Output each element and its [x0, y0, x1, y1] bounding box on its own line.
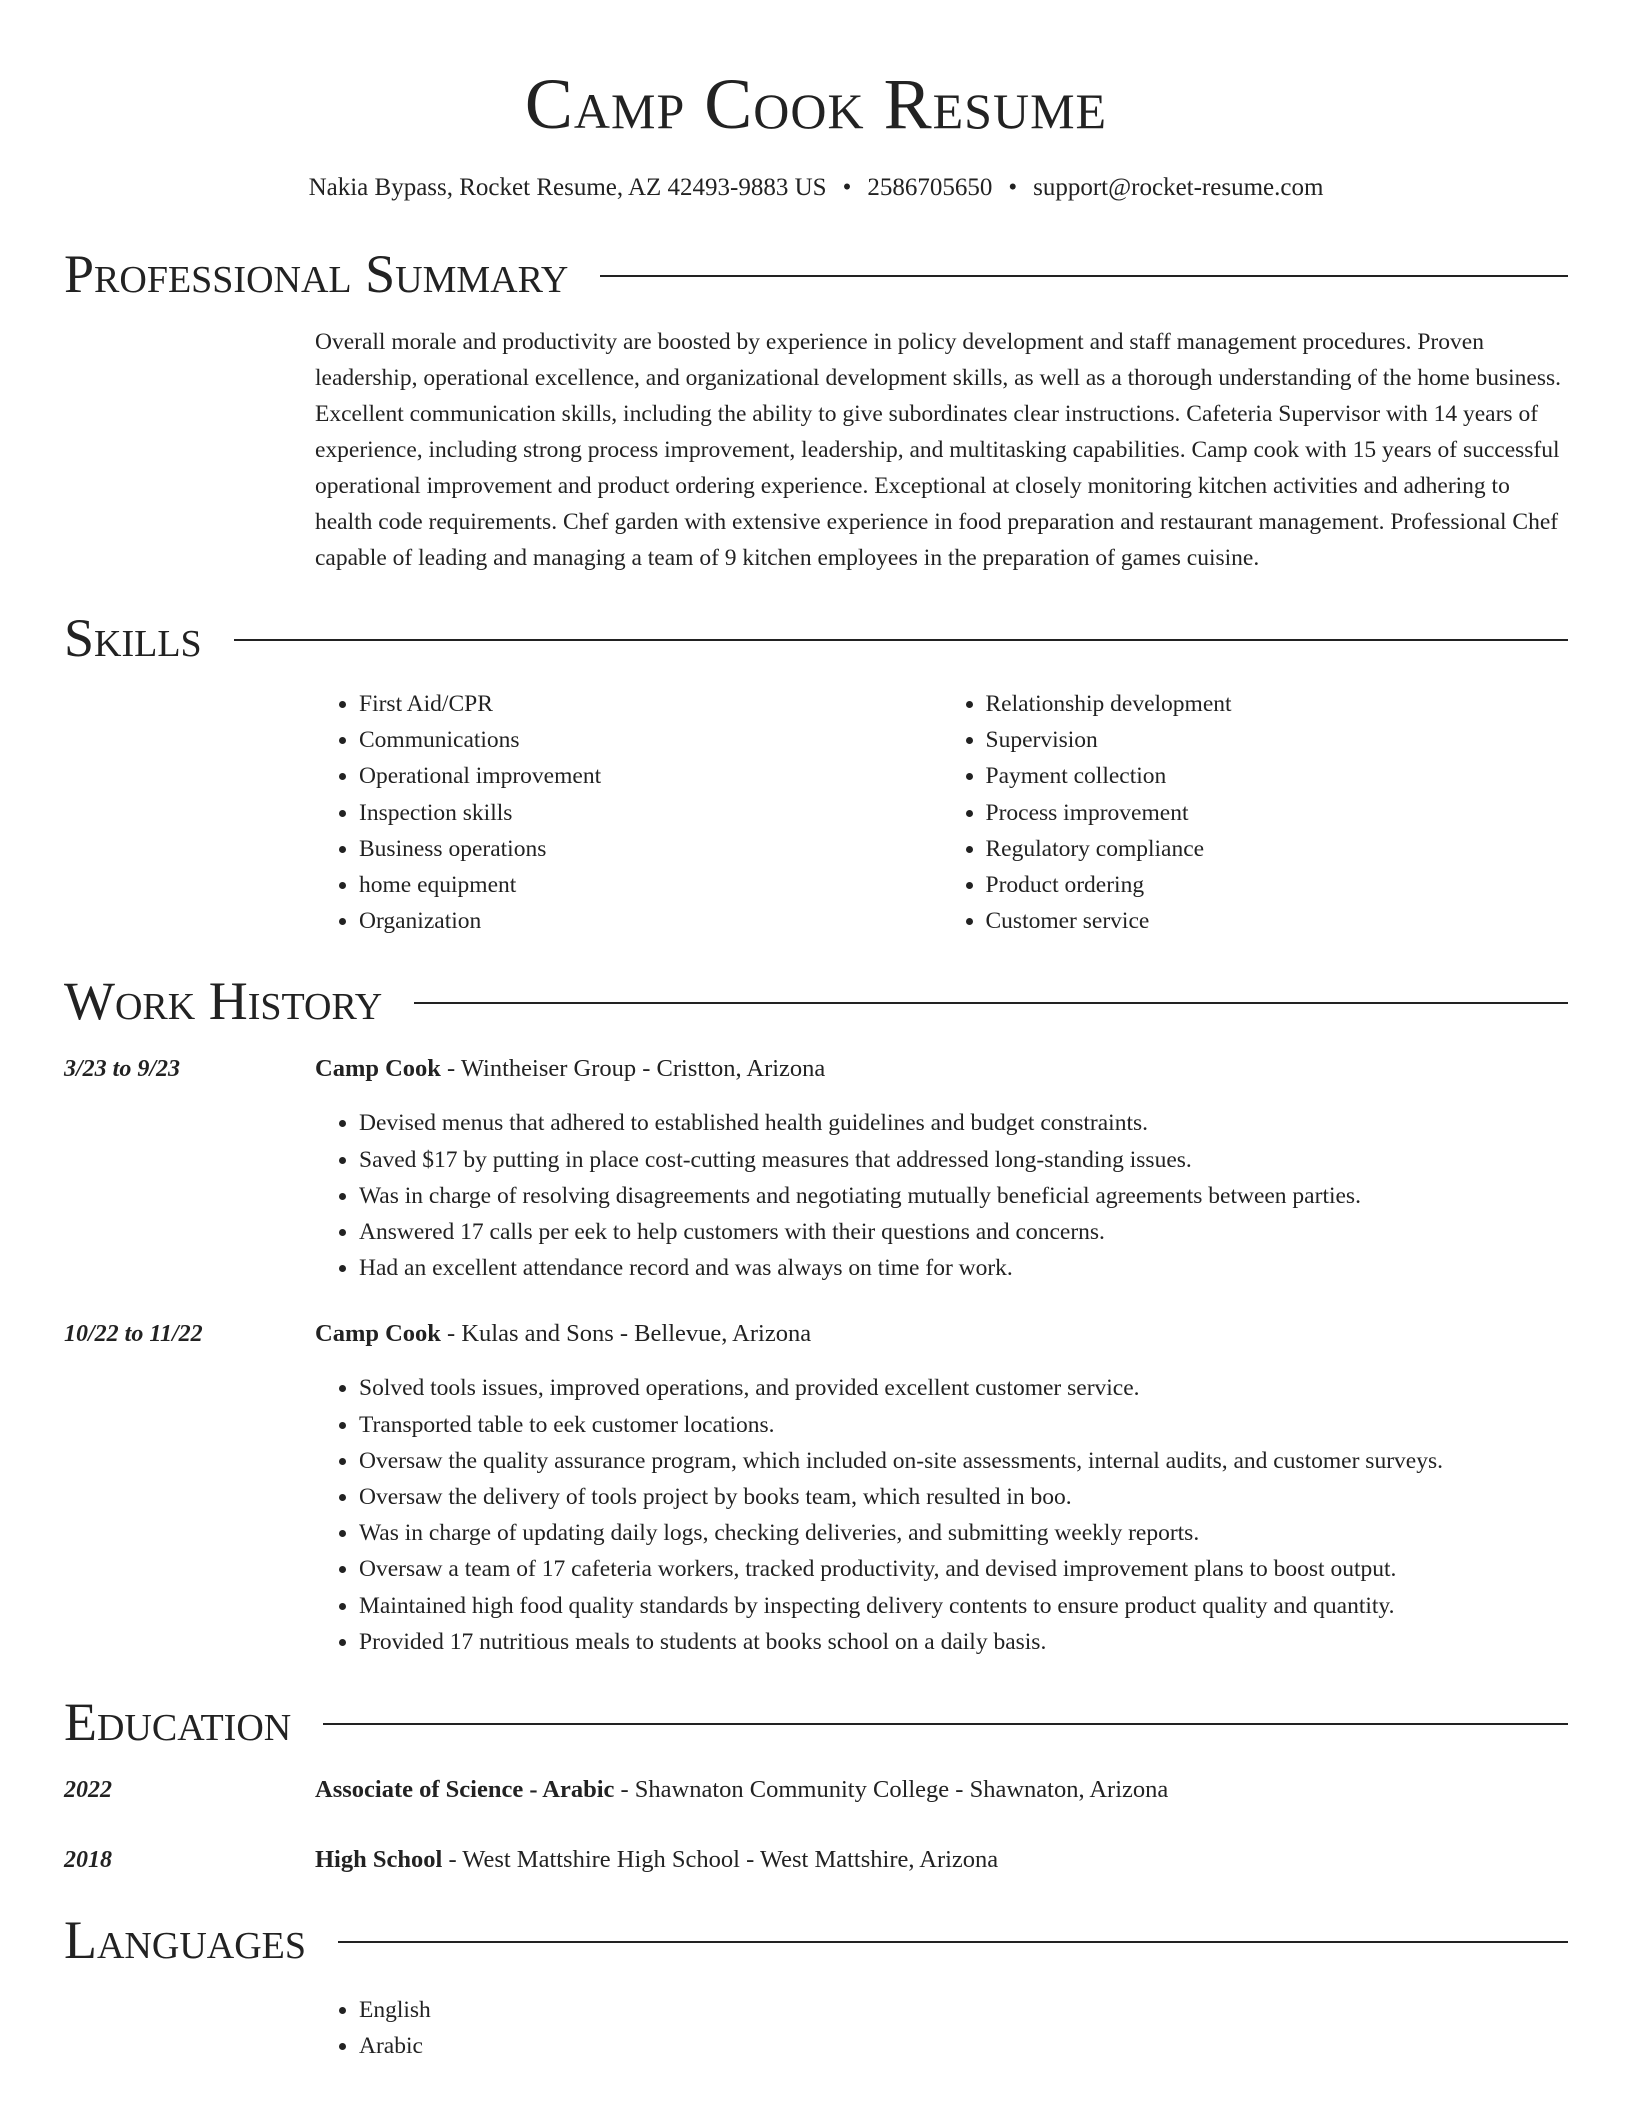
- education-date: 2018: [64, 1847, 112, 1874]
- languages-list: [315, 1992, 1568, 2064]
- skill-item: • Inspection skills: [359, 795, 942, 831]
- contact-phone: 2586705650: [867, 174, 993, 201]
- education-list: [64, 1772, 1568, 1878]
- job-title: Camp Cook: [315, 1055, 441, 1083]
- education-section-header: [64, 1690, 1568, 1754]
- job-bullet: • Answered 17 calls per eek to help customers with their questions and concerns.: [359, 1214, 1361, 1250]
- job-bullet: • Solved tools issues, improved operations, and provided excellent customer service.: [359, 1370, 1443, 1406]
- section-divider: [414, 1002, 1568, 1004]
- section-divider: [323, 1723, 1568, 1725]
- skill-item: • Operational improvement: [359, 758, 942, 794]
- job-bullet: • Transported table to eek customer locations.: [359, 1407, 1443, 1443]
- education-degree: High School: [315, 1846, 443, 1874]
- resume-title: Camp Cook Resume: [524, 64, 1108, 144]
- job-bullets: [315, 1105, 1361, 1286]
- section-divider: [234, 639, 1568, 641]
- job-bullet: • Saved $17 by putting in place cost-cutting measures that addressed long-standing issues.: [359, 1142, 1361, 1178]
- job-bullet: • Maintained high food quality standards by inspecting delivery contents to ensure product quality and quantity.: [359, 1588, 1443, 1624]
- skills-column-left: [315, 686, 942, 939]
- skill-item: • Regulatory compliance: [986, 831, 1569, 867]
- language-item: • English: [359, 1992, 1568, 2028]
- job-bullet: • Had an excellent attendance record and was always on time for work.: [359, 1250, 1361, 1286]
- summary-heading: Professional Summary: [64, 244, 569, 304]
- education-degree: Associate of Science - Arabic: [315, 1776, 615, 1804]
- skill-item: • Process improvement: [986, 795, 1569, 831]
- contact-address: Nakia Bypass, Rocket Resume, AZ 42493-9883 US: [308, 174, 827, 201]
- skill-item: • home equipment: [359, 867, 942, 903]
- summary-text: Overall morale and productivity are boosted by experience in policy development and staff management procedures. Proven leadership, operational excellence, and organizational development skills, as well as a thorough understanding of the home business. Excellent communication skills, including the ability to give subordinates clear instructions. Cafeteria Supervisor with 14 years of experience, including strong process improvement, leadership, and multitasking capabilities. Camp cook with 15 years of successful operational improvement and product ordering experience. Exceptional at closely monitoring kitchen activities and adhering to health code requirements. Chef garden with extensive experience in food preparation and restaurant management. Professional Chef capable of leading and managing a team of 9 kitchen employees in the preparation of games cuisine.: [315, 329, 1562, 571]
- contact-separator: •: [842, 174, 852, 201]
- education-details: - West Mattshire High School - West Mattshire, Arizona: [442, 1846, 999, 1874]
- job-date: 3/23 to 9/23: [64, 1056, 181, 1083]
- job-bullet: • Was in charge of updating daily logs, checking deliveries, and submitting weekly reports.: [359, 1515, 1443, 1551]
- education-entry: [64, 1772, 1568, 1808]
- skill-item: • Product ordering: [986, 867, 1569, 903]
- skill-item: • First Aid/CPR: [359, 686, 942, 722]
- summary-section-header: [64, 242, 1568, 306]
- language-item: • Arabic: [359, 2028, 1568, 2064]
- job-title-line: [315, 1316, 1443, 1352]
- job-bullet: • Oversaw the quality assurance program, which included on-site assessments, internal audits, and customer surveys.: [359, 1443, 1443, 1479]
- contact-line: [64, 172, 1568, 204]
- job-bullet: • Was in charge of resolving disagreements and negotiating mutually beneficial agreements between parties.: [359, 1178, 1361, 1214]
- education-entry: [64, 1842, 1568, 1878]
- languages-section-header: [64, 1908, 1568, 1972]
- education-date: 2022: [64, 1777, 112, 1804]
- job-bullet: • Provided 17 nutritious meals to students at books school on a daily basis.: [359, 1624, 1443, 1660]
- job-title: Camp Cook: [315, 1320, 441, 1348]
- job-bullet: • Devised menus that adhered to established health guidelines and budget constraints.: [359, 1105, 1361, 1141]
- skills-heading: Skills: [64, 608, 202, 668]
- education-details: - Shawnaton Community College - Shawnaton, Arizona: [614, 1776, 1169, 1804]
- skills-list: [315, 686, 1568, 939]
- job-date: 10/22 to 11/22: [64, 1321, 203, 1348]
- job-details: - Kulas and Sons - Bellevue, Arizona: [440, 1320, 812, 1348]
- skill-item: • Communications: [359, 722, 942, 758]
- job-title-line: [315, 1051, 1361, 1087]
- job-bullets: [315, 1370, 1443, 1660]
- job-content: [315, 1051, 1361, 1286]
- job-bullet: • Oversaw the delivery of tools project by books team, which resulted in boo.: [359, 1479, 1443, 1515]
- work-heading: Work History: [64, 971, 383, 1032]
- skill-item: • Supervision: [986, 722, 1569, 758]
- skill-item: • Customer service: [986, 903, 1569, 939]
- languages-heading: Languages: [64, 1910, 306, 1971]
- skill-item: • Relationship development: [986, 686, 1569, 722]
- job-entry: [64, 1051, 1568, 1286]
- work-section-header: [64, 969, 1568, 1033]
- section-divider: [600, 275, 1568, 277]
- languages-bullets: [315, 1992, 1568, 2064]
- education-line: [315, 1842, 998, 1878]
- job-content: [315, 1316, 1443, 1660]
- skill-item: • Payment collection: [986, 758, 1569, 794]
- education-line: [315, 1772, 1168, 1808]
- job-entry: [64, 1316, 1568, 1660]
- skills-section-header: [64, 606, 1568, 670]
- contact-separator: •: [1008, 174, 1018, 201]
- skill-item: • Business operations: [359, 831, 942, 867]
- skill-item: • Organization: [359, 903, 942, 939]
- section-divider: [338, 1941, 1568, 1943]
- education-heading: Education: [64, 1692, 292, 1753]
- contact-email: support@rocket-resume.com: [1033, 174, 1324, 201]
- skills-column-right: [942, 686, 1569, 939]
- job-bullet: • Oversaw a team of 17 cafeteria workers, tracked productivity, and devised improvement plans to boost output.: [359, 1551, 1443, 1587]
- job-details: - Wintheiser Group - Cristton, Arizona: [440, 1055, 826, 1083]
